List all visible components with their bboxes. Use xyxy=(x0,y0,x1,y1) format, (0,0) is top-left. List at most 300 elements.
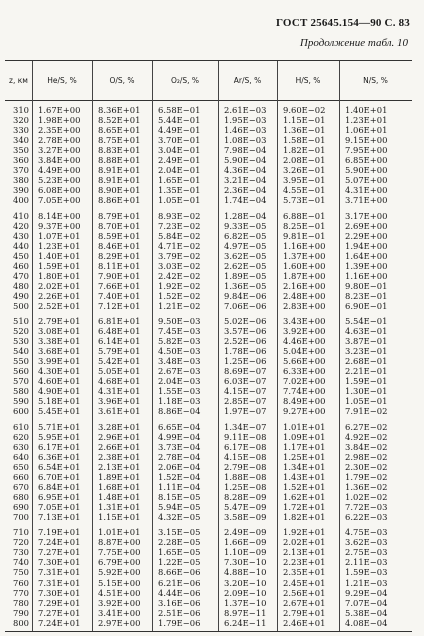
table-cell-h: 1.62E+01 xyxy=(283,491,326,502)
table-cell-n: 4.75E−03 xyxy=(345,527,388,538)
table-cell-altitude: 660 xyxy=(13,471,29,482)
table-cell-altitude: 320 xyxy=(13,115,29,126)
table-cell-n: 6.90E−01 xyxy=(345,300,388,311)
table-cell-o: 1.68E+01 xyxy=(98,481,141,492)
table-cell-n: 2.11E−03 xyxy=(345,557,388,568)
table-cell-o2: 1.79E−06 xyxy=(158,617,201,628)
table-cell-o2: 4.32E−05 xyxy=(158,511,201,522)
table-cell-he: 4.60E+01 xyxy=(38,376,81,387)
table-cell-n: 5.07E+00 xyxy=(345,175,388,186)
table-cell-n: 1.21E−03 xyxy=(345,577,388,588)
table-cell-h: 3.92E+00 xyxy=(283,326,326,337)
table-cell-he: 6.70E+01 xyxy=(38,471,81,482)
table-cell-o: 8.29E+01 xyxy=(98,250,141,261)
table-cell-altitude: 570 xyxy=(13,376,29,387)
table-cell-o2: 6.21E−06 xyxy=(158,577,201,588)
table-cell-altitude: 330 xyxy=(13,125,29,136)
table-cell-n: 2.98E−02 xyxy=(345,451,388,462)
table-cell-ar: 1.78E−06 xyxy=(224,346,267,357)
table-cell-o2: 4.49E−01 xyxy=(158,125,201,136)
table-cell-h: 1.15E−01 xyxy=(283,115,326,126)
table-cell-altitude: 310 xyxy=(13,105,29,115)
table-cell-o: 3.41E+00 xyxy=(98,607,141,618)
table-cell-o: 2.66E+01 xyxy=(98,441,141,452)
table-cell-he: 4.90E+01 xyxy=(38,386,81,397)
table-cell-he: 3.68E+01 xyxy=(38,346,81,357)
table-cell-o2: 6.58E−01 xyxy=(158,105,201,115)
table-cell-o2: 5.84E−02 xyxy=(158,230,201,241)
table-cell-he: 4.30E+01 xyxy=(38,366,81,377)
table-cell-he: 7.27E+01 xyxy=(38,607,81,618)
table-cell-h: 2.02E+01 xyxy=(283,537,326,548)
table-cell-n: 8.23E−01 xyxy=(345,290,388,301)
table-cell-n: 7.07E−04 xyxy=(345,597,388,608)
table-cell-h: 1.01E+01 xyxy=(283,421,326,432)
table-cell-altitude: 350 xyxy=(13,145,29,156)
table-cell-o: 4.68E+01 xyxy=(98,376,141,387)
table-cell-n: 4.63E−01 xyxy=(345,326,388,337)
table-cell-o: 1.01E+01 xyxy=(98,527,141,538)
table-cell-ar: 9.11E−08 xyxy=(224,431,267,442)
table-cell-altitude: 460 xyxy=(13,260,29,271)
table-cell-he: 7.27E+01 xyxy=(38,547,81,558)
table-cell-altitude: 760 xyxy=(13,577,29,588)
table-cell-h: 7.02E+00 xyxy=(283,376,326,387)
table-cell-o: 8.91E+01 xyxy=(98,175,141,186)
table-cell-h: 9.60E−02 xyxy=(283,105,326,115)
column-divider xyxy=(32,61,33,631)
table-cell-h: 3.95E−01 xyxy=(283,175,326,186)
data-table xyxy=(5,60,412,632)
table-cell-h: 1.82E+01 xyxy=(283,511,326,522)
table-cell-o: 4.31E+01 xyxy=(98,386,141,397)
table-cell-o: 5.15E+00 xyxy=(98,577,141,588)
table-cell-o2: 4.99E−04 xyxy=(158,431,201,442)
table-cell-o: 2.96E+01 xyxy=(98,431,141,442)
table-cell-ar: 1.28E−04 xyxy=(224,210,267,221)
table-cell-n: 1.39E+00 xyxy=(345,260,388,271)
table-cell-altitude: 530 xyxy=(13,336,29,347)
table-cell-n: 6.85E+00 xyxy=(345,155,388,166)
table-cell-ar: 1.97E−07 xyxy=(224,406,267,417)
table-cell-he: 7.24E+01 xyxy=(38,617,81,628)
table-cell-ar: 7.06E−06 xyxy=(224,300,267,311)
table-cell-o2: 2.04E−03 xyxy=(158,376,201,387)
table-cell-o2: 8.93E−02 xyxy=(158,210,201,221)
table-cell-altitude: 770 xyxy=(13,587,29,598)
table-cell-he: 7.29E+01 xyxy=(38,597,81,608)
table-cell-o: 2.13E+01 xyxy=(98,461,141,472)
table-cell-h: 1.52E+01 xyxy=(283,481,326,492)
table-cell-o: 7.12E+01 xyxy=(98,300,141,311)
table-cell-ar: 2.85E−07 xyxy=(224,396,267,407)
table-cell-n: 1.06E+01 xyxy=(345,125,388,136)
table-cell-o: 1.15E+01 xyxy=(98,511,141,522)
table-cell-o: 8.91E+01 xyxy=(98,165,141,176)
table-cell-o: 8.90E+01 xyxy=(98,185,141,196)
table-cell-altitude: 750 xyxy=(13,567,29,578)
table-cell-o: 6.81E+01 xyxy=(98,316,141,327)
table-cell-h: 2.23E+01 xyxy=(283,557,326,568)
table-cell-he: 2.79E+01 xyxy=(38,316,81,327)
table-cell-h: 2.48E+00 xyxy=(283,290,326,301)
table-cell-o2: 1.55E−03 xyxy=(158,386,201,397)
table-cell-o: 2.38E+01 xyxy=(98,451,141,462)
table-cell-he: 8.14E+00 xyxy=(38,210,81,221)
table-cell-he: 5.18E+01 xyxy=(38,396,81,407)
table-cell-he: 3.84E+00 xyxy=(38,155,81,166)
table-cell-altitude: 390 xyxy=(13,185,29,196)
table-cell-altitude: 440 xyxy=(13,240,29,251)
table-cell-altitude: 420 xyxy=(13,220,29,231)
table-cell-altitude: 780 xyxy=(13,597,29,608)
table-cell-he: 6.84E+01 xyxy=(38,481,81,492)
table-cell-o: 4.51E+00 xyxy=(98,587,141,598)
table-cell-altitude: 630 xyxy=(13,441,29,452)
table-cell-ar: 3.62E−05 xyxy=(224,250,267,261)
table-cell-n: 4.92E−02 xyxy=(345,431,388,442)
table-cell-altitude: 470 xyxy=(13,270,29,281)
table-cell-n: 2.29E+00 xyxy=(345,230,388,241)
table-cell-o2: 3.03E−02 xyxy=(158,260,201,271)
table-cell-altitude: 450 xyxy=(13,250,29,261)
table-cell-ar: 8.69E−07 xyxy=(224,366,267,377)
table-cell-ar: 6.82E−05 xyxy=(224,230,267,241)
table-cell-ar: 1.10E−09 xyxy=(224,547,267,558)
table-cell-ar: 1.66E−09 xyxy=(224,537,267,548)
table-cell-n: 1.23E+01 xyxy=(345,115,388,126)
table-cell-h: 5.66E+00 xyxy=(283,356,326,367)
table-cell-he: 1.80E+01 xyxy=(38,270,81,281)
table-cell-he: 1.59E+01 xyxy=(38,260,81,271)
table-cell-altitude: 560 xyxy=(13,366,29,377)
table-cell-ar: 4.36E−04 xyxy=(224,165,267,176)
table-cell-ar: 7.30E−10 xyxy=(224,557,267,568)
table-cell-ar: 2.49E−09 xyxy=(224,527,267,538)
table-cell-o: 7.66E+01 xyxy=(98,280,141,291)
table-cell-o: 5.92E+00 xyxy=(98,567,141,578)
table-cell-altitude: 740 xyxy=(13,557,29,568)
table-cell-he: 6.54E+01 xyxy=(38,461,81,472)
table-cell-n: 7.95E+00 xyxy=(345,145,388,156)
table-cell-h: 2.08E−01 xyxy=(283,155,326,166)
table-cell-h: 1.72E+01 xyxy=(283,501,326,512)
table-cell-altitude: 410 xyxy=(13,210,29,221)
table-cell-h: 4.55E−01 xyxy=(283,185,326,196)
table-cell-o: 5.79E+01 xyxy=(98,346,141,357)
table-cell-n: 7.91E−02 xyxy=(345,406,388,417)
table-cell-o2: 2.28E−05 xyxy=(158,537,201,548)
table-cell-altitude: 590 xyxy=(13,396,29,407)
table-cell-he: 7.05E+00 xyxy=(38,195,81,206)
table-cell-o2: 2.04E−01 xyxy=(158,165,201,176)
table-cell-o: 8.88E+01 xyxy=(98,155,141,166)
table-cell-ar: 1.89E−05 xyxy=(224,270,267,281)
table-cell-ar: 6.17E−08 xyxy=(224,441,267,452)
table-cell-he: 4.49E+00 xyxy=(38,165,81,176)
table-cell-altitude: 600 xyxy=(13,406,29,417)
table-cell-altitude: 580 xyxy=(13,386,29,397)
table-cell-o2: 2.49E−01 xyxy=(158,155,201,166)
table-cell-o2: 1.18E−03 xyxy=(158,396,201,407)
table-cell-ar: 5.90E−04 xyxy=(224,155,267,166)
table-cell-he: 1.40E+01 xyxy=(38,250,81,261)
table-cell-n: 6.27E−02 xyxy=(345,421,388,432)
table-cell-n: 1.30E−01 xyxy=(345,386,388,397)
table-cell-o2: 1.21E−02 xyxy=(158,300,201,311)
table-cell-he: 1.07E+01 xyxy=(38,230,81,241)
table-cell-ar: 9.84E−06 xyxy=(224,290,267,301)
table-cell-n: 1.64E+00 xyxy=(345,250,388,261)
table-cell-o2: 2.67E−03 xyxy=(158,366,201,377)
column-divider xyxy=(92,61,93,631)
table-cell-n: 9.80E−01 xyxy=(345,280,388,291)
table-cell-h: 1.16E+00 xyxy=(283,240,326,251)
table-cell-h: 4.46E+00 xyxy=(283,336,326,347)
table-cell-altitude: 380 xyxy=(13,175,29,186)
table-cell-altitude: 690 xyxy=(13,501,29,512)
column-header-ar: Ar/S, % xyxy=(233,76,262,85)
table-cell-altitude: 700 xyxy=(13,511,29,522)
table-cell-he: 6.08E+00 xyxy=(38,185,81,196)
table-cell-o2: 3.16E−06 xyxy=(158,597,201,608)
table-cell-altitude: 370 xyxy=(13,165,29,176)
table-cell-h: 2.35E+01 xyxy=(283,567,326,578)
table-cell-h: 6.88E−01 xyxy=(283,210,326,221)
table-cell-altitude: 480 xyxy=(13,280,29,291)
table-cell-h: 8.25E−01 xyxy=(283,220,326,231)
table-cell-o: 1.89E+01 xyxy=(98,471,141,482)
table-cell-he: 2.52E+01 xyxy=(38,300,81,311)
table-cell-n: 3.17E+00 xyxy=(345,210,388,221)
table-cell-o: 8.52E+01 xyxy=(98,115,141,126)
table-cell-h: 1.87E+00 xyxy=(283,270,326,281)
table-cell-altitude: 670 xyxy=(13,481,29,492)
table-cell-o: 7.75E+00 xyxy=(98,547,141,558)
table-cell-o2: 1.35E−01 xyxy=(158,185,201,196)
table-cell-he: 2.35E+00 xyxy=(38,125,81,136)
table-cell-ar: 1.95E−03 xyxy=(224,115,267,126)
table-cell-he: 1.23E+01 xyxy=(38,240,81,251)
table-cell-altitude: 550 xyxy=(13,356,29,367)
table-cell-he: 7.24E+01 xyxy=(38,537,81,548)
table-cell-he: 7.30E+01 xyxy=(38,587,81,598)
table-cell-o2: 3.04E−01 xyxy=(158,145,201,156)
table-cell-he: 7.31E+01 xyxy=(38,577,81,588)
table-cell-o: 6.48E+01 xyxy=(98,326,141,337)
table-cell-h: 2.45E+01 xyxy=(283,577,326,588)
table-cell-n: 9.15E+00 xyxy=(345,135,388,146)
table-cell-n: 2.21E−01 xyxy=(345,366,388,377)
table-cell-n: 4.08E−04 xyxy=(345,617,388,628)
table-cell-altitude: 540 xyxy=(13,346,29,357)
table-cell-h: 2.56E+01 xyxy=(283,587,326,598)
table-cell-o: 7.90E+01 xyxy=(98,270,141,281)
table-cell-n: 2.68E−01 xyxy=(345,356,388,367)
table-cell-n: 1.36E−02 xyxy=(345,481,388,492)
table-cell-ar: 2.36E−04 xyxy=(224,185,267,196)
table-cell-o2: 1.65E−01 xyxy=(158,175,201,186)
table-cell-h: 2.67E+01 xyxy=(283,597,326,608)
table-cell-h: 1.36E−01 xyxy=(283,125,326,136)
table-cell-h: 2.46E+01 xyxy=(283,617,326,628)
table-cell-o: 8.70E+01 xyxy=(98,220,141,231)
table-cell-h: 7.74E+00 xyxy=(283,386,326,397)
table-cell-h: 1.92E+01 xyxy=(283,527,326,538)
table-cell-h: 1.25E+01 xyxy=(283,451,326,462)
table-cell-he: 6.17E+01 xyxy=(38,441,81,452)
table-cell-n: 7.72E−03 xyxy=(345,501,388,512)
table-cell-altitude: 650 xyxy=(13,461,29,472)
column-divider xyxy=(152,61,153,631)
table-cell-ar: 5.47E−09 xyxy=(224,501,267,512)
table-cell-o: 8.83E+01 xyxy=(98,145,141,156)
table-cell-he: 1.67E+00 xyxy=(38,105,81,115)
column-header-h: H/S, % xyxy=(295,76,321,85)
column-divider xyxy=(277,61,278,631)
column-header-o: O/S, % xyxy=(109,76,135,85)
table-cell-altitude: 800 xyxy=(13,617,29,628)
table-cell-ar: 1.88E−08 xyxy=(224,471,267,482)
table-cell-o: 6.14E+01 xyxy=(98,336,141,347)
table-cell-o: 8.59E+01 xyxy=(98,230,141,241)
table-cell-ar: 4.15E−07 xyxy=(224,386,267,397)
table-cell-he: 5.45E+01 xyxy=(38,406,81,417)
table-cell-o: 8.79E+01 xyxy=(98,210,141,221)
table-cell-h: 1.09E+01 xyxy=(283,431,326,442)
table-cell-n: 5.90E+00 xyxy=(345,165,388,176)
table-cell-altitude: 520 xyxy=(13,326,29,337)
table-cell-o2: 1.52E−04 xyxy=(158,471,201,482)
table-cell-he: 7.13E+01 xyxy=(38,511,81,522)
table-cell-n: 3.71E+00 xyxy=(345,195,388,206)
table-cell-o: 3.92E+00 xyxy=(98,597,141,608)
table-cell-n: 4.31E+00 xyxy=(345,185,388,196)
column-header-altitude: z, км xyxy=(9,76,28,85)
table-cell-he: 7.19E+01 xyxy=(38,527,81,538)
table-cell-n: 1.02E−02 xyxy=(345,491,388,502)
column-header-n: N/S, % xyxy=(363,76,388,85)
table-cell-o: 8.46E+01 xyxy=(98,240,141,251)
table-cell-ar: 1.34E−07 xyxy=(224,421,267,432)
table-cell-altitude: 430 xyxy=(13,230,29,241)
table-cell-h: 8.49E+00 xyxy=(283,396,326,407)
table-cell-ar: 2.52E−06 xyxy=(224,336,267,347)
table-cell-o2: 6.65E−04 xyxy=(158,421,201,432)
table-cell-o: 8.86E+01 xyxy=(98,195,141,206)
table-cell-o2: 4.71E−02 xyxy=(158,240,201,251)
table-cell-he: 3.99E+01 xyxy=(38,356,81,367)
table-cell-ar: 2.79E−08 xyxy=(224,461,267,472)
table-cell-o: 3.96E+01 xyxy=(98,396,141,407)
table-cell-n: 9.29E−04 xyxy=(345,587,388,598)
table-cell-o: 5.42E+01 xyxy=(98,356,141,367)
table-cell-o: 3.61E+01 xyxy=(98,406,141,417)
table-cell-o2: 3.15E−05 xyxy=(158,527,201,538)
table-cell-o2: 1.05E−01 xyxy=(158,195,201,206)
table-cell-o2: 3.79E−02 xyxy=(158,250,201,261)
table-cell-he: 7.05E+01 xyxy=(38,501,81,512)
column-header-o2: O₂/S, % xyxy=(170,76,200,85)
table-cell-o2: 8.86E−04 xyxy=(158,406,201,417)
table-cell-o2: 8.66E−06 xyxy=(158,567,201,578)
table-cell-altitude: 510 xyxy=(13,316,29,327)
table-cell-h: 2.79E+01 xyxy=(283,607,326,618)
table-cell-h: 2.16E+00 xyxy=(283,280,326,291)
table-cell-altitude: 340 xyxy=(13,135,29,146)
table-cell-h: 5.73E−01 xyxy=(283,195,326,206)
table-cell-o: 8.65E+01 xyxy=(98,125,141,136)
table-cell-o2: 4.44E−06 xyxy=(158,587,201,598)
table-cell-h: 1.43E+01 xyxy=(283,471,326,482)
table-cell-he: 5.95E+01 xyxy=(38,431,81,442)
table-cell-h: 1.34E+01 xyxy=(283,461,326,472)
table-cell-o2: 3.48E−03 xyxy=(158,356,201,367)
table-cell-h: 1.60E+00 xyxy=(283,260,326,271)
table-cell-o: 5.05E+01 xyxy=(98,366,141,377)
table-cell-ar: 1.25E−08 xyxy=(224,481,267,492)
column-divider xyxy=(339,61,340,631)
table-cell-ar: 3.58E−09 xyxy=(224,511,267,522)
table-cell-o2: 1.11E−04 xyxy=(158,481,201,492)
table-cell-n: 5.54E−01 xyxy=(345,316,388,327)
table-cell-ar: 1.74E−04 xyxy=(224,195,267,206)
table-cell-altitude: 490 xyxy=(13,290,29,301)
table-cell-n: 3.84E−02 xyxy=(345,441,388,452)
table-cell-o2: 3.70E−01 xyxy=(158,135,201,146)
table-cell-n: 1.94E+00 xyxy=(345,240,388,251)
table-cell-o: 2.97E+00 xyxy=(98,617,141,628)
table-cell-altitude: 620 xyxy=(13,431,29,442)
table-cell-n: 2.75E−03 xyxy=(345,547,388,558)
table-cell-o2: 5.44E−01 xyxy=(158,115,201,126)
table-cell-ar: 1.25E−06 xyxy=(224,356,267,367)
table-cell-o2: 5.94E−05 xyxy=(158,501,201,512)
table-cell-h: 9.81E−01 xyxy=(283,230,326,241)
table-cell-o2: 1.92E−02 xyxy=(158,280,201,291)
table-cell-n: 6.22E−03 xyxy=(345,511,388,522)
table-cell-he: 3.38E+01 xyxy=(38,336,81,347)
table-cell-he: 6.95E+01 xyxy=(38,491,81,502)
table-cell-altitude: 400 xyxy=(13,195,29,206)
table-cell-o2: 2.78E−04 xyxy=(158,451,201,462)
table-cell-ar: 1.46E−03 xyxy=(224,125,267,136)
table-cell-altitude: 610 xyxy=(13,421,29,432)
table-cell-ar: 6.24E−11 xyxy=(224,617,267,628)
table-cell-he: 3.08E+01 xyxy=(38,326,81,337)
table-cell-ar: 2.62E−05 xyxy=(224,260,267,271)
table-cell-he: 2.02E+01 xyxy=(38,280,81,291)
table-cell-ar: 1.36E−05 xyxy=(224,280,267,291)
table-cell-altitude: 710 xyxy=(13,527,29,538)
table-cell-n: 1.59E−03 xyxy=(345,567,388,578)
table-cell-o2: 7.45E−03 xyxy=(158,326,201,337)
table-cell-o2: 1.65E−05 xyxy=(158,547,201,558)
table-cell-h: 2.13E+01 xyxy=(283,547,326,558)
table-cell-h: 1.17E+01 xyxy=(283,441,326,452)
column-divider xyxy=(218,61,219,631)
table-cell-ar: 9.33E−05 xyxy=(224,220,267,231)
table-cell-n: 2.30E−02 xyxy=(345,461,388,472)
table-cell-ar: 3.20E−10 xyxy=(224,577,267,588)
table-cell-o2: 9.50E−03 xyxy=(158,316,201,327)
table-cell-ar: 4.97E−05 xyxy=(224,240,267,251)
table-cell-he: 5.23E+00 xyxy=(38,175,81,186)
table-cell-n: 5.38E−04 xyxy=(345,607,388,618)
table-cell-ar: 8.28E−09 xyxy=(224,491,267,502)
table-cell-h: 2.83E+00 xyxy=(283,300,326,311)
table-cell-he: 6.36E+01 xyxy=(38,451,81,462)
